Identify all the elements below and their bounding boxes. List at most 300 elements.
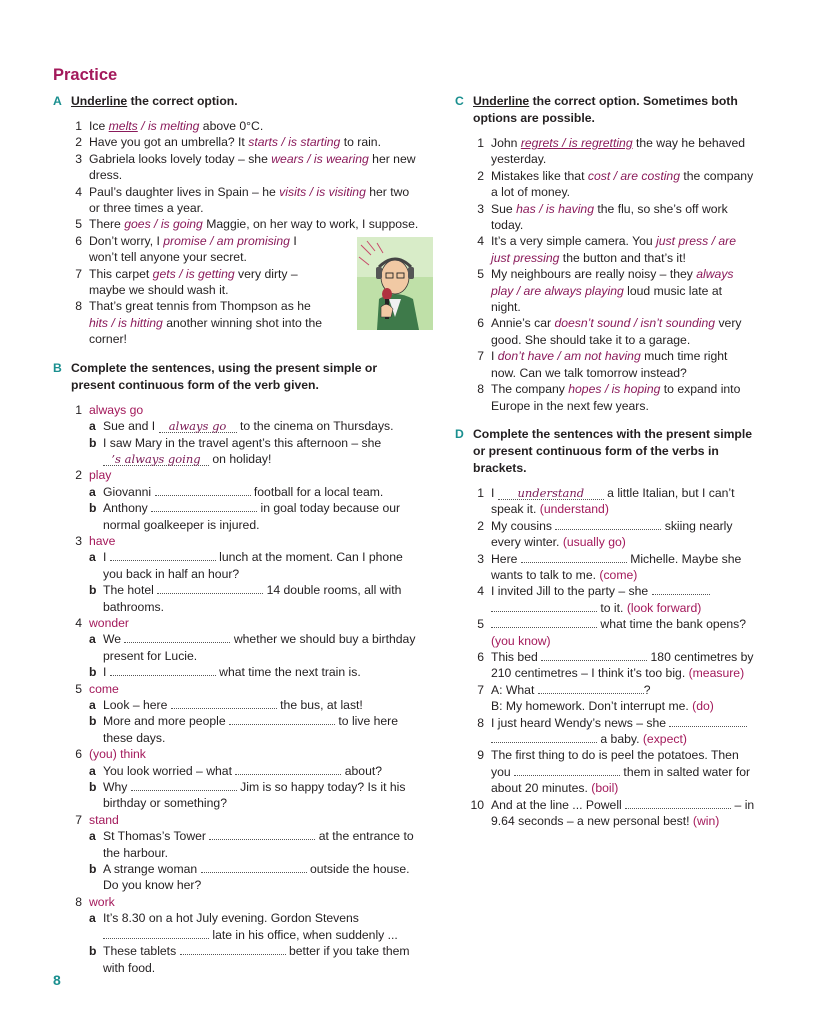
underlined-option: melts [108, 119, 138, 133]
item-text: There [89, 217, 125, 232]
answer-blank[interactable] [155, 484, 251, 496]
item-sentence [491, 135, 755, 168]
list-item [455, 583, 755, 616]
answer-blank[interactable] [151, 500, 257, 512]
item-text: I [103, 550, 110, 565]
sub-item [53, 697, 423, 713]
verb-hint: (understand) [539, 502, 609, 517]
item-text: above 0°C. [199, 119, 264, 133]
answer-blank[interactable] [110, 549, 216, 561]
item-number: 7 [75, 812, 82, 827]
handwritten-answer: ’s always going [103, 453, 209, 466]
item-number: 6 [477, 649, 484, 664]
item-text: ? [643, 682, 651, 697]
item-number: 5 [477, 617, 484, 632]
item-text: That’s great tennis from Thompson as he [89, 299, 311, 314]
section-letter: C [455, 94, 464, 108]
item-number: 2 [477, 518, 484, 533]
list-item [455, 616, 755, 649]
option-text: don’t have / am not having [497, 349, 641, 364]
answer-blank[interactable] [180, 943, 286, 955]
item-text: the flu, so she’s off work today. [491, 201, 728, 233]
verb-group [53, 615, 423, 631]
list-item [455, 649, 755, 682]
answer-blank[interactable] [555, 518, 661, 530]
sub-letter: a [89, 484, 96, 499]
option-text: promise / am promising [163, 233, 290, 248]
instruction-text: Complete the sentences with the present simple or present continuous form of the verbs in brackets. [473, 426, 753, 475]
item-text: My neighbours are really noisy – they [491, 267, 697, 282]
item-text: I [491, 349, 498, 364]
item-sentence [103, 943, 423, 976]
handwritten-answer: understand [498, 487, 604, 500]
item-text: Why [103, 780, 131, 795]
answer-blank[interactable] [103, 927, 209, 939]
sub-letter: a [89, 829, 96, 844]
option-text: just press / are just pressing [491, 234, 736, 265]
verb-hint: (measure) [688, 666, 745, 681]
item-sentence [491, 233, 755, 266]
item-sentence [491, 266, 755, 315]
item-text: the company a lot of money. [491, 168, 754, 200]
item-text: I invited Jill to the party – she [491, 584, 652, 599]
item-sentence [491, 616, 755, 649]
exercise-list [53, 402, 423, 976]
sub-letter: b [89, 435, 97, 450]
sub-letter: a [89, 911, 96, 926]
verb-hint: (look forward) [626, 600, 702, 615]
item-text: This carpet [89, 266, 153, 281]
list-item [455, 348, 755, 381]
item-text: on holiday! [209, 451, 272, 466]
given-verb: stand [89, 812, 119, 827]
page-number: 8 [53, 972, 61, 988]
list-item [455, 315, 755, 348]
item-text: Maggie, on her way to work, I suppose. [202, 217, 419, 232]
list-item [53, 118, 423, 134]
sub-item [53, 779, 423, 812]
item-text: Paul’s daughter lives in Spain – he [89, 184, 280, 199]
item-text: Look – here [103, 698, 171, 712]
instruction-text: the correct option. Sometimes both options are possible. [473, 94, 738, 125]
item-text: I won’t tell anyone your secret. [89, 233, 297, 265]
sub-letter: b [89, 714, 97, 729]
given-verb: have [89, 533, 116, 548]
sub-letter: a [89, 698, 96, 712]
verb-hint: (do) [692, 699, 714, 714]
instruction-underline: Underline [473, 94, 530, 108]
item-text: This bed [491, 649, 542, 664]
verb-group [53, 894, 423, 910]
list-item [53, 184, 423, 217]
verb-hint: (boil) [591, 781, 619, 796]
item-number: 1 [75, 402, 82, 417]
item-sentence [103, 435, 423, 468]
item-text: Annie’s car [491, 316, 555, 331]
item-number: 1 [477, 136, 484, 150]
item-text: Gabriela looks lovely today – she [89, 151, 272, 166]
item-text: More and more people [103, 714, 230, 729]
item-text: I just heard Wendy’s news – she [491, 715, 670, 730]
item-number: 2 [75, 468, 82, 483]
item-number: 5 [477, 267, 484, 282]
section-d [455, 426, 755, 830]
item-text: I [491, 485, 498, 500]
item-text: 14 double rooms, all with bathrooms. [103, 583, 402, 614]
item-text: them in salted water for about 20 minutes. [491, 764, 751, 796]
answer-blank[interactable] [625, 797, 731, 809]
list-item [455, 551, 755, 584]
sub-letter: b [89, 862, 97, 877]
item-sentence [491, 747, 755, 796]
item-text: a little Italian, but I can’t speak it. [491, 485, 735, 517]
item-text: in goal today because our normal goalkeeper is injured. [103, 501, 401, 532]
list-item [455, 518, 755, 551]
sub-item [53, 763, 423, 779]
item-number: 3 [75, 151, 82, 166]
item-sentence [103, 763, 423, 779]
item-sentence [491, 485, 755, 518]
item-text: football for a local team. [250, 484, 384, 499]
item-text: I saw Mary in the travel agent’s this afternoon – she [103, 435, 382, 450]
right-column [455, 93, 755, 829]
verb-hint: (win) [692, 814, 720, 829]
item-text: about? [341, 763, 383, 778]
item-text: much time right now. Can we talk tomorrow instead? [491, 349, 728, 380]
item-text: very good. She should take it to a garage. [491, 316, 742, 347]
answer-blank[interactable] [157, 582, 263, 594]
section-c [455, 93, 755, 414]
given-verb: come [89, 681, 119, 696]
list-item [455, 168, 755, 201]
verb-group [53, 533, 423, 549]
option-text: always play / are always playing [491, 267, 734, 298]
item-text: John [491, 136, 521, 150]
item-number: 8 [75, 894, 82, 909]
list-item [455, 682, 755, 715]
verb-group [53, 681, 423, 697]
item-number: 4 [477, 234, 484, 249]
item-number: 7 [477, 682, 484, 697]
sub-item [53, 861, 423, 894]
list-item [455, 135, 755, 168]
item-sentence [89, 216, 423, 232]
item-number: 1 [75, 119, 82, 133]
item-text: Jim is so happy today? Is it his birthday or something? [103, 780, 406, 811]
answer-blank[interactable] [201, 861, 307, 873]
section-b [53, 360, 423, 976]
option-text: hits / is hitting [89, 315, 163, 330]
sub-letter: b [89, 583, 97, 598]
option-text: goes / is going [124, 217, 203, 232]
item-sentence [103, 582, 423, 615]
item-number: 2 [477, 168, 484, 183]
list-item [53, 134, 423, 150]
answer-blank[interactable] [538, 682, 644, 694]
item-text: Anthony [103, 501, 152, 516]
item-sentence [491, 348, 755, 381]
answer-blank[interactable] [491, 731, 597, 743]
item-text: the way he behaved yesterday. [491, 136, 746, 167]
instruction-text: the correct option. [127, 94, 238, 108]
sub-item [53, 631, 423, 664]
item-sentence [89, 134, 423, 150]
option-text: starts / is starting [248, 135, 341, 150]
item-number: 3 [477, 201, 484, 216]
item-number: 8 [477, 382, 484, 397]
answer-blank[interactable] [171, 697, 277, 709]
item-text: These tablets [103, 944, 180, 959]
item-sentence [103, 779, 423, 812]
list-item [455, 233, 755, 266]
given-verb: (you) think [89, 747, 146, 762]
list-item [455, 266, 755, 315]
sub-item [53, 828, 423, 861]
answer-blank[interactable] [229, 713, 335, 725]
item-sentence [89, 151, 423, 184]
item-text: It’s 8.30 on a hot July evening. Gordon Stevens [103, 911, 359, 926]
reporter-illustration [357, 237, 433, 330]
item-text: A strange woman [103, 862, 201, 877]
item-text: And at the line ... Powell [491, 797, 626, 812]
sub-item [53, 582, 423, 615]
item-number: 6 [75, 747, 82, 762]
verb-hint: (come) [599, 567, 638, 582]
sub-item [53, 910, 423, 943]
item-text: Sue [491, 201, 517, 216]
list-item [53, 216, 423, 232]
item-text: skiing nearly every winter. [491, 518, 733, 550]
exercise-list [455, 135, 755, 414]
item-text: 180 centimetres by 210 centimetres – I think it’s too big. [491, 649, 754, 681]
item-sentence [491, 649, 755, 682]
item-text: her new dress. [89, 151, 416, 183]
item-text: We [103, 632, 125, 647]
answer-blank[interactable] [514, 764, 620, 776]
item-sentence [103, 713, 423, 746]
item-text: Michelle. Maybe she wants to talk to me. [491, 551, 742, 582]
item-text: what time the bank opens? [597, 617, 747, 632]
given-verb: always go [89, 402, 144, 417]
item-text: The company [491, 382, 569, 397]
item-sentence [103, 631, 423, 664]
sub-letter: b [89, 780, 97, 795]
item-text: Don’t worry, I [89, 233, 164, 248]
option-text: cost / are costing [587, 168, 680, 183]
item-text: Have you got an umbrella? It [89, 135, 249, 150]
sub-letter: b [89, 665, 97, 680]
item-number: 3 [477, 551, 484, 566]
item-number: 8 [477, 715, 484, 730]
item-text: Giovanni [103, 484, 155, 499]
sub-letter: a [89, 419, 96, 434]
item-number: 6 [477, 316, 484, 331]
item-text: better if you take them with food. [103, 944, 410, 975]
answer-blank[interactable] [209, 828, 315, 840]
sub-letter: a [89, 550, 96, 565]
item-text: a baby. [597, 732, 643, 746]
sub-letter: a [89, 632, 96, 647]
item-number: 6 [75, 233, 82, 248]
left-column [53, 93, 423, 976]
item-sentence [103, 664, 423, 680]
list-item [455, 201, 755, 234]
list-item [455, 485, 755, 518]
item-sentence [491, 168, 755, 201]
sub-letter: a [89, 763, 96, 778]
sub-item [53, 713, 423, 746]
item-number: 7 [477, 349, 484, 364]
item-text: You look worried – what [103, 763, 236, 778]
item-text: to rain. [340, 135, 381, 150]
answer-blank[interactable] [669, 715, 747, 727]
item-sentence [491, 381, 755, 414]
item-text: lunch at the moment. Can I phone you back in half an hour? [103, 550, 403, 581]
option-text: visits / is visiting [279, 184, 366, 199]
answer-blank[interactable] [131, 779, 237, 791]
item-sentence [103, 861, 423, 894]
option-text: has / is having [516, 201, 594, 216]
item-sentence [491, 715, 755, 748]
item-text: late in his office, when suddenly ... [209, 927, 398, 942]
item-text: to expand into Europe in the next few years. [491, 382, 741, 413]
verb-group [53, 746, 423, 762]
sub-item [53, 435, 423, 468]
answer-blank[interactable] [521, 551, 627, 563]
item-number: 10 [470, 797, 484, 812]
item-text: B: My homework. Don’t interrupt me. [491, 699, 693, 714]
item-sentence [103, 484, 423, 500]
answer-blank[interactable] [491, 616, 597, 628]
item-text: I [103, 665, 110, 680]
item-sentence [89, 184, 423, 217]
sub-letter: b [89, 944, 97, 959]
item-number: 5 [75, 681, 82, 696]
page-title: Practice [53, 66, 118, 84]
option-text: gets / is getting [152, 266, 235, 281]
item-text: Here [491, 551, 521, 566]
list-item [455, 715, 755, 748]
instruction-text: Complete the sentences, using the present simple or present continuous form of the verb given. [71, 360, 378, 392]
item-text: The first thing to do is peel the potatoes. Then you [491, 748, 739, 779]
item-text: Mistakes like that [491, 168, 588, 183]
answer-blank[interactable] [652, 583, 710, 595]
option-text: doesn’t sound / isn’t sounding [554, 316, 716, 331]
sub-item [53, 549, 423, 582]
item-text: The hotel [103, 583, 158, 598]
item-text: to the cinema on Thursdays. [236, 419, 394, 434]
list-item [53, 151, 423, 184]
sub-item [53, 943, 423, 976]
underlined-option: regrets / is regretting [520, 136, 633, 150]
verb-hint: (expect) [642, 732, 687, 746]
answer-blank[interactable] [541, 649, 647, 661]
item-text: very dirty – maybe we should wash it. [89, 266, 298, 298]
item-sentence [103, 828, 423, 861]
item-sentence [491, 315, 755, 348]
item-sentence [491, 201, 755, 234]
item-number: 1 [477, 485, 484, 500]
item-number: 8 [75, 299, 82, 314]
section-letter: B [53, 360, 62, 375]
item-sentence [491, 797, 755, 830]
option-text: hopes / is hoping [568, 382, 661, 397]
item-sentence [491, 583, 755, 616]
section-letter: A [53, 94, 62, 108]
instruction-underline: Underline [71, 94, 128, 108]
item-text: St Thomas’s Tower [103, 829, 210, 844]
option-text: wears / is wearing [271, 151, 369, 166]
sub-item [53, 664, 423, 680]
option-text: / is melting [137, 119, 200, 133]
item-sentence [491, 551, 755, 584]
item-sentence [103, 697, 423, 713]
item-text: at the entrance to the harbour. [103, 829, 414, 860]
handwritten-answer: always go [159, 420, 237, 433]
list-item [455, 381, 755, 414]
answer-blank[interactable] [124, 631, 230, 643]
item-text: to it. [597, 600, 627, 615]
item-number: 5 [75, 217, 82, 232]
item-number: 4 [75, 615, 82, 630]
item-number: 3 [75, 533, 82, 548]
sub-letter: b [89, 501, 97, 516]
item-text: It’s a very simple camera. You [491, 234, 657, 249]
item-text: her two or three times a year. [89, 184, 410, 216]
answer-blank[interactable] [235, 763, 341, 775]
item-text: Sue and I [103, 419, 159, 434]
item-sentence [103, 500, 423, 533]
item-sentence [103, 418, 423, 434]
item-text: loud music late at night. [491, 283, 723, 315]
item-number: 9 [477, 748, 484, 763]
verb-group [53, 402, 423, 418]
item-sentence [491, 518, 755, 551]
given-verb: wonder [89, 615, 129, 630]
item-text: the button and that’s it! [559, 250, 686, 265]
exercise-list [455, 485, 755, 830]
answer-blank[interactable] [110, 664, 216, 676]
item-text: Ice [89, 119, 109, 133]
item-text: to live here these days. [103, 714, 399, 745]
verb-hint: (you know) [491, 633, 551, 648]
given-verb: play [89, 468, 112, 483]
sub-item [53, 500, 423, 533]
answer-blank[interactable] [491, 600, 597, 612]
list-item [455, 797, 755, 830]
section-letter: D [455, 426, 464, 441]
item-number: 4 [477, 584, 484, 599]
item-number: 7 [75, 266, 82, 281]
verb-group [53, 467, 423, 483]
item-text: My cousins [491, 518, 556, 533]
item-sentence [89, 118, 423, 134]
item-sentence [491, 682, 755, 715]
item-text: A: What [491, 682, 538, 697]
item-text: – in 9.64 seconds – a new personal best! [491, 797, 755, 829]
item-text: the bus, at last! [276, 698, 363, 712]
verb-group [53, 812, 423, 828]
verb-hint: (usually go) [562, 535, 626, 550]
item-sentence [103, 910, 423, 943]
item-text: what time the next train is. [215, 665, 361, 680]
item-sentence [103, 549, 423, 582]
item-text: whether we should buy a birthday present for Lucie. [103, 632, 416, 663]
item-number: 4 [75, 184, 82, 199]
list-item [455, 747, 755, 796]
item-text: outside the house. Do you know her? [103, 862, 410, 893]
item-text: another winning shot into the corner! [89, 315, 323, 347]
